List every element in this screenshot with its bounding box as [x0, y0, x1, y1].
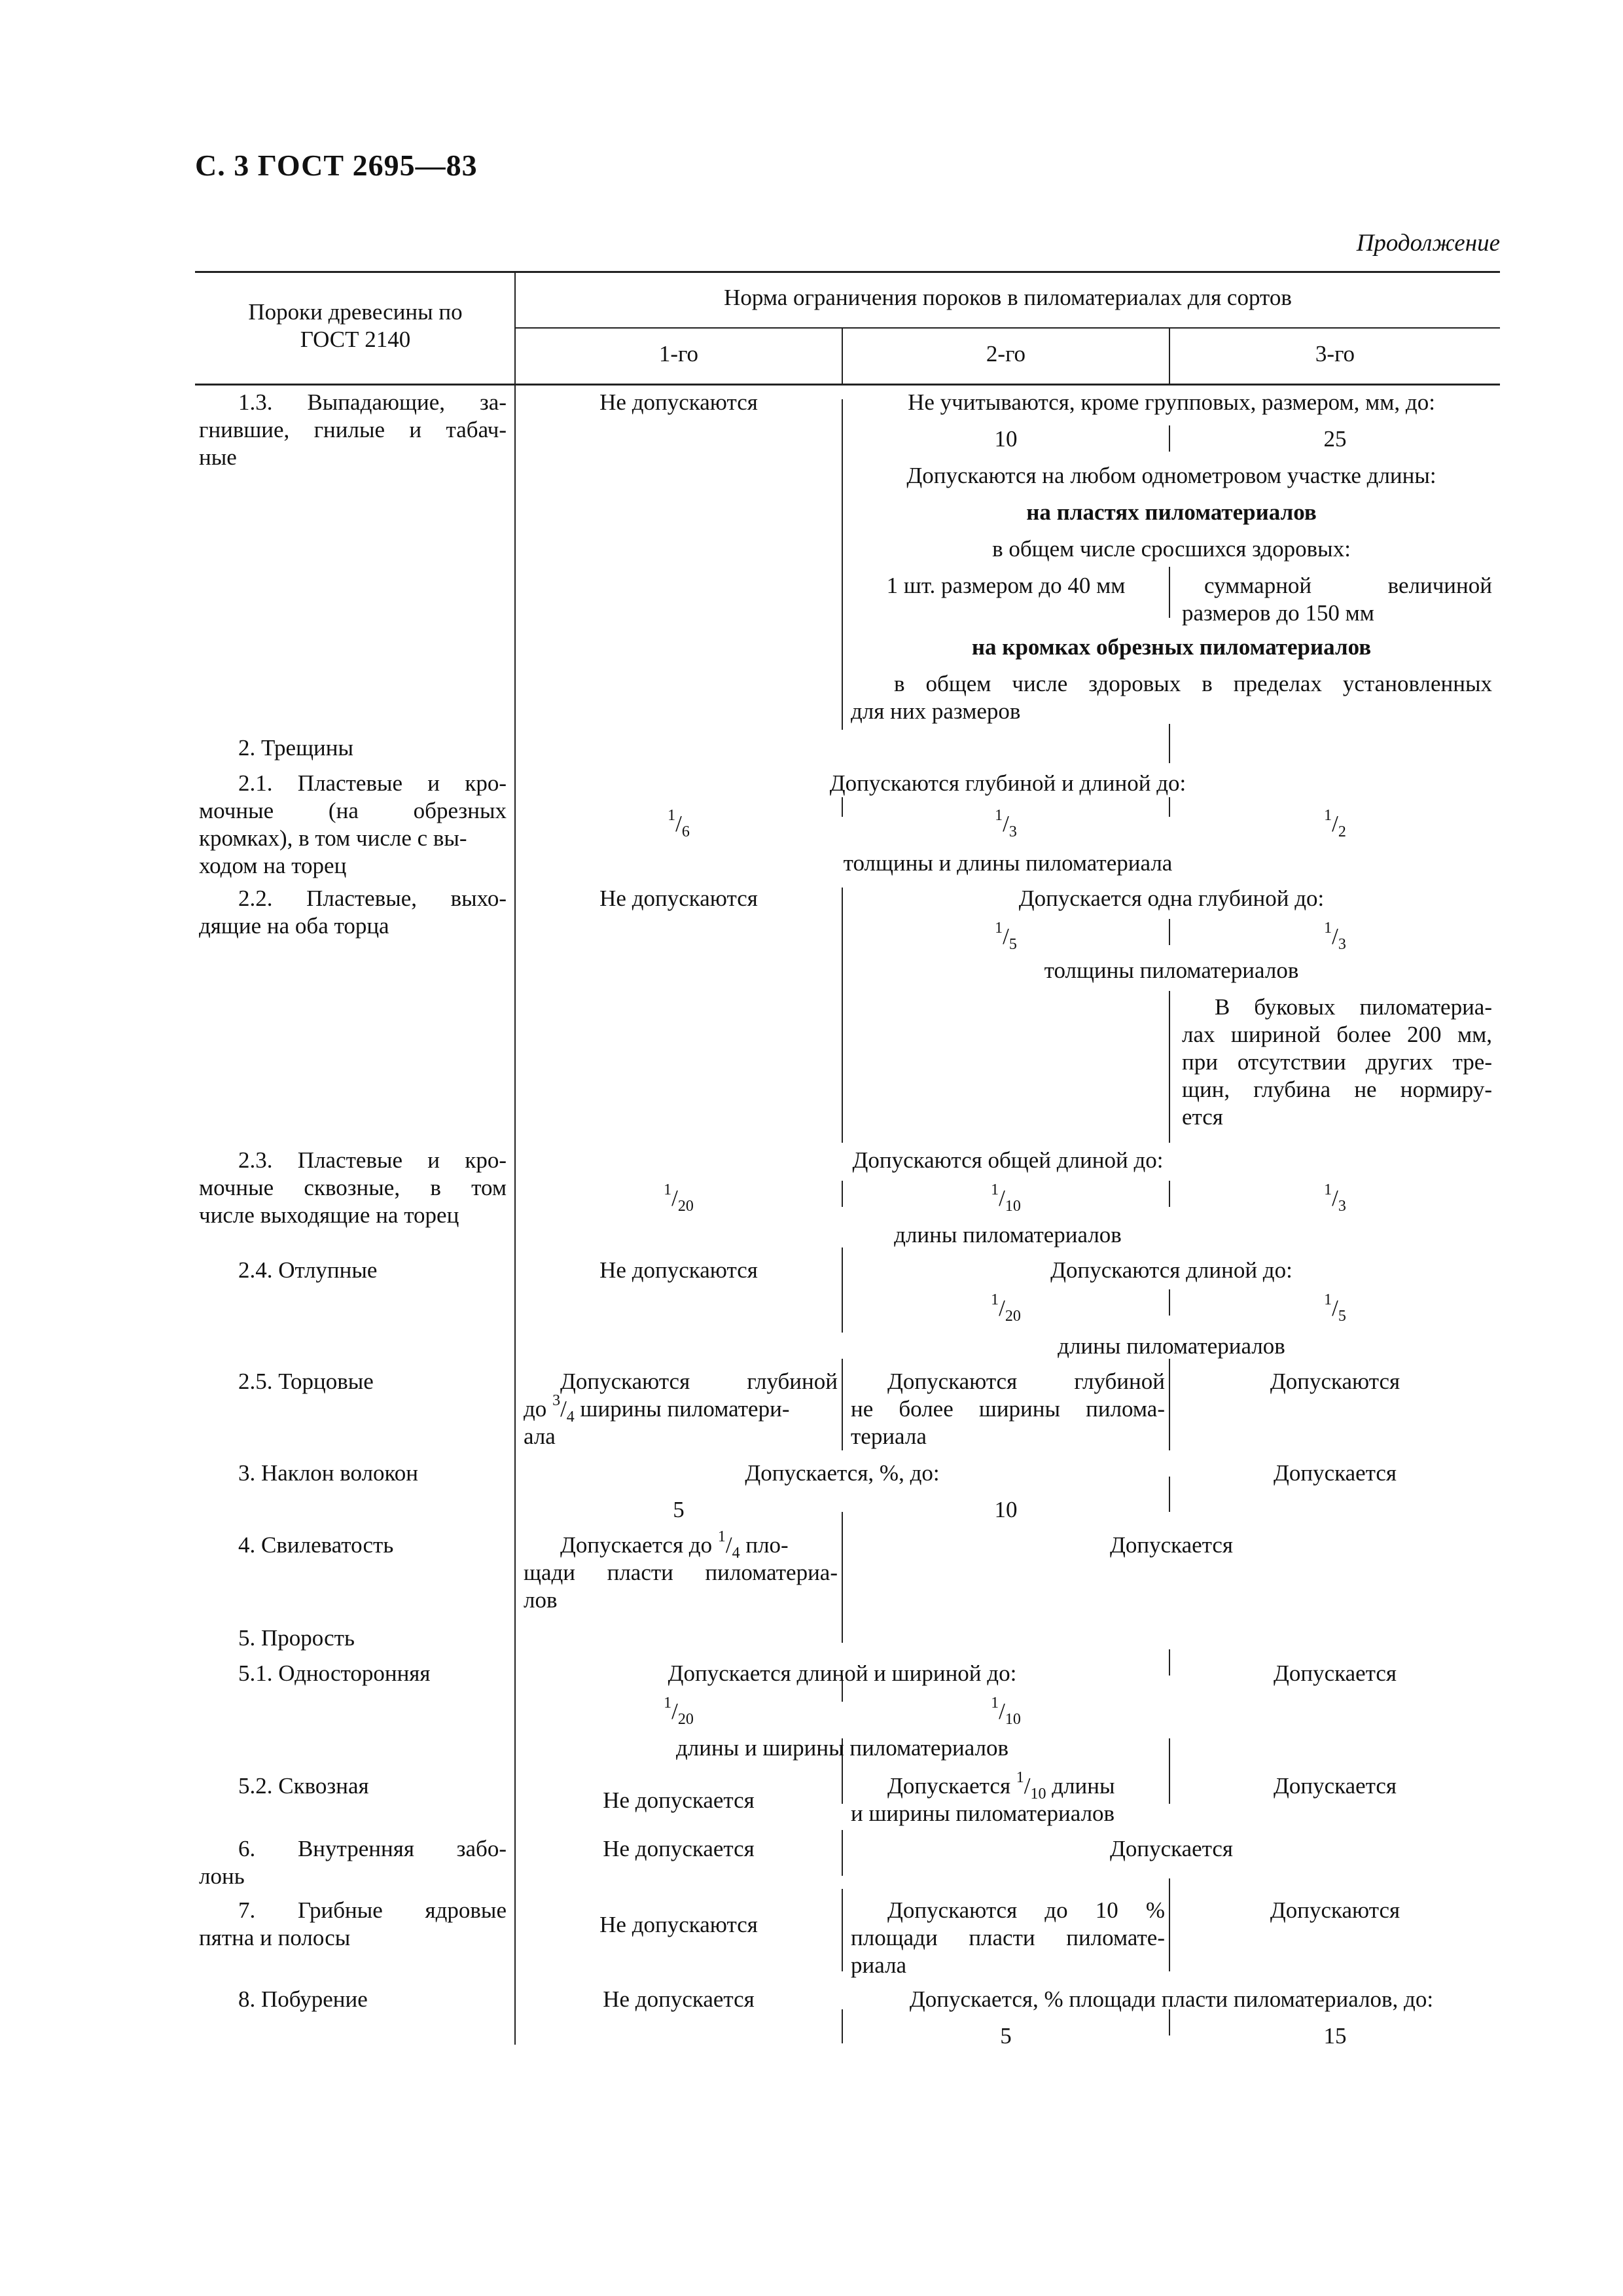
- grade1-value: Не допускаются: [599, 1257, 758, 1283]
- header-grade-2: 2-го: [986, 341, 1026, 367]
- grade3-value: Допускается: [1273, 1773, 1397, 1799]
- divider-2-3: [1169, 991, 1170, 1143]
- grade23-value: для них размеров: [851, 698, 1021, 724]
- grade3-fraction: $^1/_5$: [1324, 1291, 1346, 1325]
- divider-2-3: [1169, 1359, 1170, 1450]
- grade2-value: не более ширины пилома-: [851, 1396, 1165, 1422]
- grade2-value: Допускается $^1/_{10}$ длины: [887, 1769, 1115, 1803]
- grade23-value: Допускаются на любом однометровом участке длины:: [906, 463, 1436, 488]
- grade1-value: Не допускаются: [599, 886, 758, 911]
- grade23-value: в общем числе сросшихся здоровых:: [992, 536, 1351, 562]
- defect-name: мочные сквозные, в том: [199, 1175, 507, 1200]
- divider-1-2: [842, 1830, 843, 1876]
- grade2-value: Допускаются глубиной: [887, 1369, 1165, 1394]
- table-top-rule: [195, 271, 1500, 273]
- header-grade-1: 1-го: [658, 341, 699, 367]
- grade1-value: щади пласти пиломатериа-: [524, 1560, 838, 1585]
- grade23-subheading: на пластях пиломатериалов: [1026, 499, 1317, 525]
- defect-name: 2.2. Пластевые, выхо-: [238, 886, 507, 911]
- grade23-value: Допускается: [1109, 1532, 1234, 1558]
- grade3-value: размеров до 150 мм: [1182, 600, 1374, 626]
- grade3-value: Допускаются: [1270, 1369, 1400, 1394]
- grade3-value: суммарной величиной: [1204, 573, 1492, 598]
- grade2-fraction: $^1/_{20}$: [991, 1291, 1021, 1325]
- header-grade-3: 3-го: [1315, 341, 1355, 367]
- defect-name: 5. Прорость: [238, 1625, 355, 1651]
- grade2-fraction: $^1/_{10}$: [991, 1695, 1021, 1728]
- grade1-value: Не допускаются: [599, 1912, 758, 1937]
- defect-name: 8. Побурение: [238, 1986, 368, 2012]
- grade2-value: и ширины пиломатериалов: [851, 1801, 1115, 1826]
- grade1-fraction: $^1/_{20}$: [664, 1181, 694, 1215]
- defect-name: мочные (на обрезных: [199, 798, 507, 823]
- grade1-fraction: $^1/_{20}$: [664, 1695, 694, 1728]
- divider-2-3: [1169, 1181, 1170, 1207]
- divider-2-3: [1169, 2009, 1170, 2036]
- defect-name: 2.5. Торцовые: [238, 1369, 374, 1394]
- divider-1-2: [842, 399, 843, 730]
- grade1-value: Не допускаются: [599, 389, 758, 415]
- grade3-value: Допускается: [1273, 1660, 1397, 1686]
- defect-name: ходом на торец: [199, 853, 347, 878]
- page-header: С. 3 ГОСТ 2695—83: [195, 149, 478, 182]
- divider-1-2: [842, 797, 843, 817]
- defect-name: 2.1. Пластевые и кро-: [238, 770, 507, 796]
- grade2-value: Допускаются до 10 %: [887, 1897, 1165, 1923]
- grade3-note: В буковых пиломатериа-: [1215, 994, 1492, 1020]
- defect-name: 2. Трещины: [238, 735, 354, 761]
- divider-2-3: [1169, 919, 1170, 945]
- grade23-value: толщины пиломатериалов: [1044, 958, 1299, 983]
- grade3-note: при отсутствии других тре-: [1182, 1049, 1492, 1075]
- grade1-value: 5: [673, 1497, 685, 1522]
- header-group-rule: [516, 327, 1500, 329]
- all-grades-value: Допускаются глубиной и длиной до:: [829, 770, 1186, 796]
- column-divider-1: [514, 271, 516, 2045]
- header-defects: ГОСТ 2140: [300, 327, 411, 352]
- divider-1-2: [842, 1512, 843, 1643]
- grade3-note: лах шириной более 200 мм,: [1182, 1022, 1492, 1047]
- grade23-value: Допускаются длиной до:: [1050, 1257, 1293, 1283]
- grade23-subheading: на кромках обрезных пиломатериалов: [971, 634, 1372, 660]
- defect-name: гнившие, гнилые и табач-: [199, 417, 507, 442]
- all-grades-value: длины пиломатериалов: [894, 1222, 1122, 1247]
- header-group: Норма ограничения пороков в пиломатериалах для сортов: [724, 285, 1292, 310]
- divider-2-3: [1169, 1649, 1170, 1676]
- continuation-label: Продолжение: [1356, 230, 1500, 257]
- divider-1-2: [842, 2009, 843, 2043]
- divider-2-3: [1169, 1878, 1170, 1971]
- defect-name: 5.1. Односторонняя: [238, 1660, 431, 1686]
- grade1-value: лов: [524, 1587, 558, 1613]
- grade2-value: 10: [994, 426, 1018, 452]
- grade1-fraction: $^1/_6$: [668, 807, 690, 840]
- defect-name: ные: [199, 444, 237, 470]
- divider-1-2: [842, 1889, 843, 1971]
- grade23-value: Допускается: [1109, 1836, 1234, 1861]
- grade23-value: Допускается одна глубиной до:: [1018, 886, 1325, 911]
- grade2-value: 10: [994, 1497, 1018, 1522]
- grade2-value: 1 шт. размером до 40 мм: [886, 573, 1126, 598]
- grade12-value: Допускается длиной и шириной до:: [668, 1660, 1017, 1686]
- grade3-value: Допускаются: [1270, 1897, 1400, 1923]
- defect-name: лонь: [199, 1863, 245, 1889]
- grade2-fraction: $^1/_5$: [995, 920, 1017, 953]
- grade2-fraction: $^1/_{10}$: [991, 1181, 1021, 1215]
- defect-name: 2.3. Пластевые и кро-: [238, 1147, 507, 1173]
- grade3-note: щин, глубина не нормиру-: [1182, 1077, 1492, 1102]
- grade12-value: Допускается, %, до:: [745, 1460, 940, 1486]
- grade3-fraction: $^1/_3$: [1324, 920, 1346, 953]
- defect-name: кромках), в том числе с вы-: [199, 825, 467, 851]
- divider-2-3: [1169, 1289, 1170, 1316]
- defect-name: 3. Наклон волокон: [238, 1460, 419, 1486]
- defect-name: 5.2. Сквозная: [238, 1773, 369, 1799]
- grade23-value: в общем числе здоровых в пределах установленных: [894, 671, 1492, 696]
- all-grades-value: Допускаются общей длиной до:: [852, 1147, 1164, 1173]
- grade2-fraction: $^1/_3$: [995, 807, 1017, 840]
- defect-name: 2.4. Отлупные: [238, 1257, 378, 1283]
- divider-1-2: [842, 1359, 843, 1450]
- grade1-value: Не допускается: [603, 1787, 755, 1813]
- defect-name: 1.3. Выпадающие, за-: [238, 389, 507, 415]
- divider-1-2: [842, 1247, 843, 1333]
- grade2-value: риала: [851, 1952, 907, 1978]
- grade1-value: Не допускается: [603, 1986, 755, 2012]
- divider-2-3: [1169, 425, 1170, 452]
- defect-name: дящие на оба торца: [199, 913, 389, 939]
- defect-name: пятна и полосы: [199, 1925, 351, 1950]
- grade1-value: Допускаются глубиной: [560, 1369, 838, 1394]
- divider-1-2: [842, 1181, 843, 1207]
- grade1-value: ала: [524, 1424, 556, 1449]
- divider-1-2: [842, 888, 843, 1143]
- grade3-fraction: $^1/_2$: [1324, 807, 1346, 840]
- divider-2-3: [1169, 724, 1170, 763]
- defect-name: 4. Свилеватость: [238, 1532, 394, 1558]
- divider-2-3: [1169, 797, 1170, 817]
- grade3-note: ется: [1182, 1104, 1223, 1130]
- grade3-value: Допускается: [1273, 1460, 1397, 1486]
- divider-2-3: [1169, 567, 1170, 618]
- grade23-value: Не учитываются, кроме групповых, размером, мм, до:: [908, 389, 1435, 415]
- header-bottom-rule: [195, 384, 1500, 386]
- header-defects: Пороки древесины по: [248, 299, 463, 325]
- grade3-fraction: $^1/_3$: [1324, 1181, 1346, 1215]
- grade12-value: длины и ширины пиломатериалов: [675, 1735, 1009, 1761]
- grade2-value: площади пласти пиломате-: [851, 1925, 1165, 1950]
- grade23-value: длины пиломатериалов: [1058, 1333, 1285, 1359]
- grade2-value: 5: [1000, 2023, 1012, 2049]
- defect-name: 6. Внутренняя забо-: [238, 1836, 507, 1861]
- grade1-value: до $^3/_4$ ширины пиломатери-: [524, 1392, 790, 1426]
- all-grades-value: толщины и длины пиломатериала: [843, 850, 1173, 876]
- divider-2-3: [1169, 1738, 1170, 1804]
- divider-2-3: [1169, 1477, 1170, 1512]
- grade23-value: Допускается, % площади пласти пиломатериалов, до:: [909, 1986, 1434, 2012]
- defect-name: числе выходящие на торец: [199, 1202, 459, 1228]
- grade3-value: 25: [1323, 426, 1347, 452]
- grade3-value: 15: [1323, 2023, 1347, 2049]
- grade1-value: Допускается до $^1/_4$ пло-: [560, 1528, 789, 1562]
- defect-name: 7. Грибные ядровые: [238, 1897, 507, 1923]
- grade2-value: териала: [851, 1424, 927, 1449]
- grade1-value: Не допускается: [603, 1836, 755, 1861]
